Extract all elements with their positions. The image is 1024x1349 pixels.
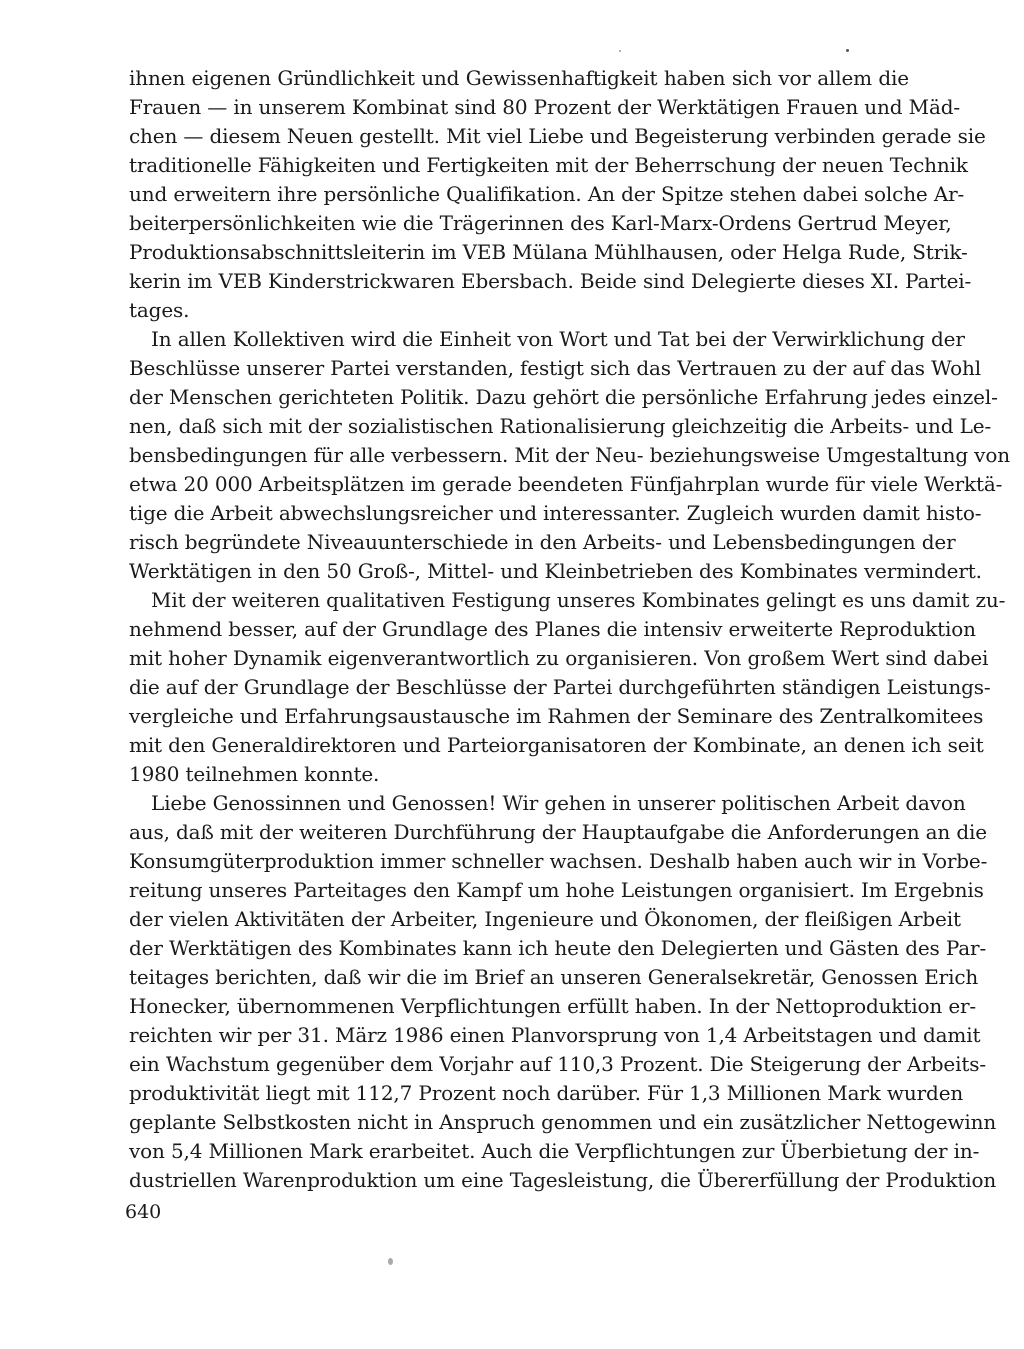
paragraph bbox=[129, 325, 1010, 586]
text-line: ihnen eigenen Gründlichkeit und Gewissenhaftigkeit haben sich vor allem die bbox=[129, 66, 909, 90]
text-line: etwa 20 000 Arbeitsplätzen im gerade beendeten Fünfjahrplan wurde für viele Werktä- bbox=[129, 472, 1003, 496]
text-line: Beschlüsse unserer Partei verstanden, festigt sich das Vertrauen zu der auf das Wohl bbox=[129, 356, 981, 380]
paragraph bbox=[129, 789, 997, 1195]
text-line: produktivität liegt mit 112,7 Prozent noch darüber. Für 1,3 Millionen Mark wurden bbox=[129, 1081, 964, 1105]
text-line: Konsumgüterproduktion immer schneller wachsen. Deshalb haben auch wir in Vorbe- bbox=[129, 849, 988, 873]
text-line: der Menschen gerichteten Politik. Dazu gehört die persönliche Erfahrung jedes einzel- bbox=[129, 385, 998, 409]
text-line: und erweitern ihre persönliche Qualifikation. An der Spitze stehen dabei solche Ar- bbox=[129, 182, 965, 206]
scan-speck bbox=[846, 49, 849, 52]
text-line: der Werktätigen des Kombinates kann ich heute den Delegierten und Gästen des Par- bbox=[129, 936, 987, 960]
text-line: beiterpersönlichkeiten wie die Trägerinnen des Karl-Marx-Ordens Gertrud Meyer, bbox=[129, 211, 952, 235]
text-line: teitages berichten, daß wir die im Brief an unseren Generalsekretär, Genossen Erich bbox=[129, 965, 979, 989]
text-line: Werktätigen in den 50 Groß-, Mittel- und Kleinbetrieben des Kombinates vermindert. bbox=[129, 559, 982, 583]
text-line: vergleiche und Erfahrungsaustausche im Rahmen der Seminare des Zentralkomitees bbox=[129, 704, 984, 728]
text-line: traditionelle Fähigkeiten und Fertigkeiten mit der Beherrschung der neuen Technik bbox=[129, 153, 968, 177]
text-line: Mit der weiteren qualitativen Festigung unseres Kombinates gelingt es uns damit zu- bbox=[151, 588, 1006, 612]
paragraph bbox=[129, 586, 1006, 789]
text-line: chen — diesem Neuen gestellt. Mit viel Liebe und Begeisterung verbinden gerade sie bbox=[129, 124, 986, 148]
text-line: reichten wir per 31. März 1986 einen Planvorsprung von 1,4 Arbeitstagen und damit bbox=[129, 1023, 981, 1047]
text-line: reitung unseres Parteitages den Kampf um hohe Leistungen organisiert. Im Ergebnis bbox=[129, 878, 984, 902]
text-line: Frauen — in unserem Kombinat sind 80 Prozent der Werktätigen Frauen und Mäd- bbox=[129, 95, 960, 119]
page-number: 640 bbox=[125, 1201, 162, 1223]
text-line: der vielen Aktivitäten der Arbeiter, Ingenieure und Ökonomen, der fleißigen Arbeit bbox=[129, 907, 961, 931]
scan-speck bbox=[619, 50, 621, 52]
text-line: ein Wachstum gegenüber dem Vorjahr auf 110,3 Prozent. Die Steigerung der Arbeits- bbox=[129, 1052, 986, 1076]
text-line: nen, daß sich mit der sozialistischen Rationalisierung gleichzeitig die Arbeits- und Le- bbox=[129, 414, 992, 438]
text-line: In allen Kollektiven wird die Einheit von Wort und Tat bei der Verwirklichung der bbox=[151, 327, 965, 351]
text-line: mit hoher Dynamik eigenverantwortlich zu organisieren. Von großem Wert sind dabei bbox=[129, 646, 989, 670]
text-line: bensbedingungen für alle verbessern. Mit der Neu- beziehungsweise Umgestaltung von bbox=[129, 443, 1010, 467]
text-line: geplante Selbstkosten nicht in Anspruch genommen und ein zusätzlicher Nettogewinn bbox=[129, 1110, 997, 1134]
text-line: 1980 teilnehmen konnte. bbox=[129, 762, 380, 786]
text-line: tige die Arbeit abwechslungsreicher und interessanter. Zugleich wurden damit histo- bbox=[129, 501, 982, 525]
text-line: Honecker, übernommenen Verpflichtungen erfüllt haben. In der Nettoproduktion er- bbox=[129, 994, 977, 1018]
text-line: Liebe Genossinnen und Genossen! Wir gehen in unserer politischen Arbeit davon bbox=[151, 791, 966, 815]
text-line: die auf der Grundlage der Beschlüsse der Partei durchgeführten ständigen Leistungs- bbox=[129, 675, 991, 699]
document-body bbox=[129, 64, 1010, 1195]
text-line: aus, daß mit der weiteren Durchführung der Hauptaufgabe die Anforderungen an die bbox=[129, 820, 987, 844]
text-line: tages. bbox=[129, 298, 190, 322]
scan-speck bbox=[388, 1258, 393, 1265]
text-line: Produktionsabschnittsleiterin im VEB Mülana Mühlhausen, oder Helga Rude, Strik- bbox=[129, 240, 968, 264]
text-line: kerin im VEB Kinderstrickwaren Ebersbach. Beide sind Delegierte dieses XI. Partei- bbox=[129, 269, 972, 293]
text-line: risch begründete Niveauunterschiede in den Arbeits- und Lebensbedingungen der bbox=[129, 530, 956, 554]
paragraph bbox=[129, 64, 986, 325]
text-line: nehmend besser, auf der Grundlage des Planes die intensiv erweiterte Reproduktion bbox=[129, 617, 976, 641]
text-line: von 5,4 Millionen Mark erarbeitet. Auch die Verpflichtungen zur Überbietung der in- bbox=[129, 1139, 980, 1163]
text-line: mit den Generaldirektoren und Parteiorganisatoren der Kombinate, an denen ich seit bbox=[129, 733, 984, 757]
text-line: dustriellen Warenproduktion um eine Tagesleistung, die Übererfüllung der Produktion bbox=[129, 1168, 997, 1192]
